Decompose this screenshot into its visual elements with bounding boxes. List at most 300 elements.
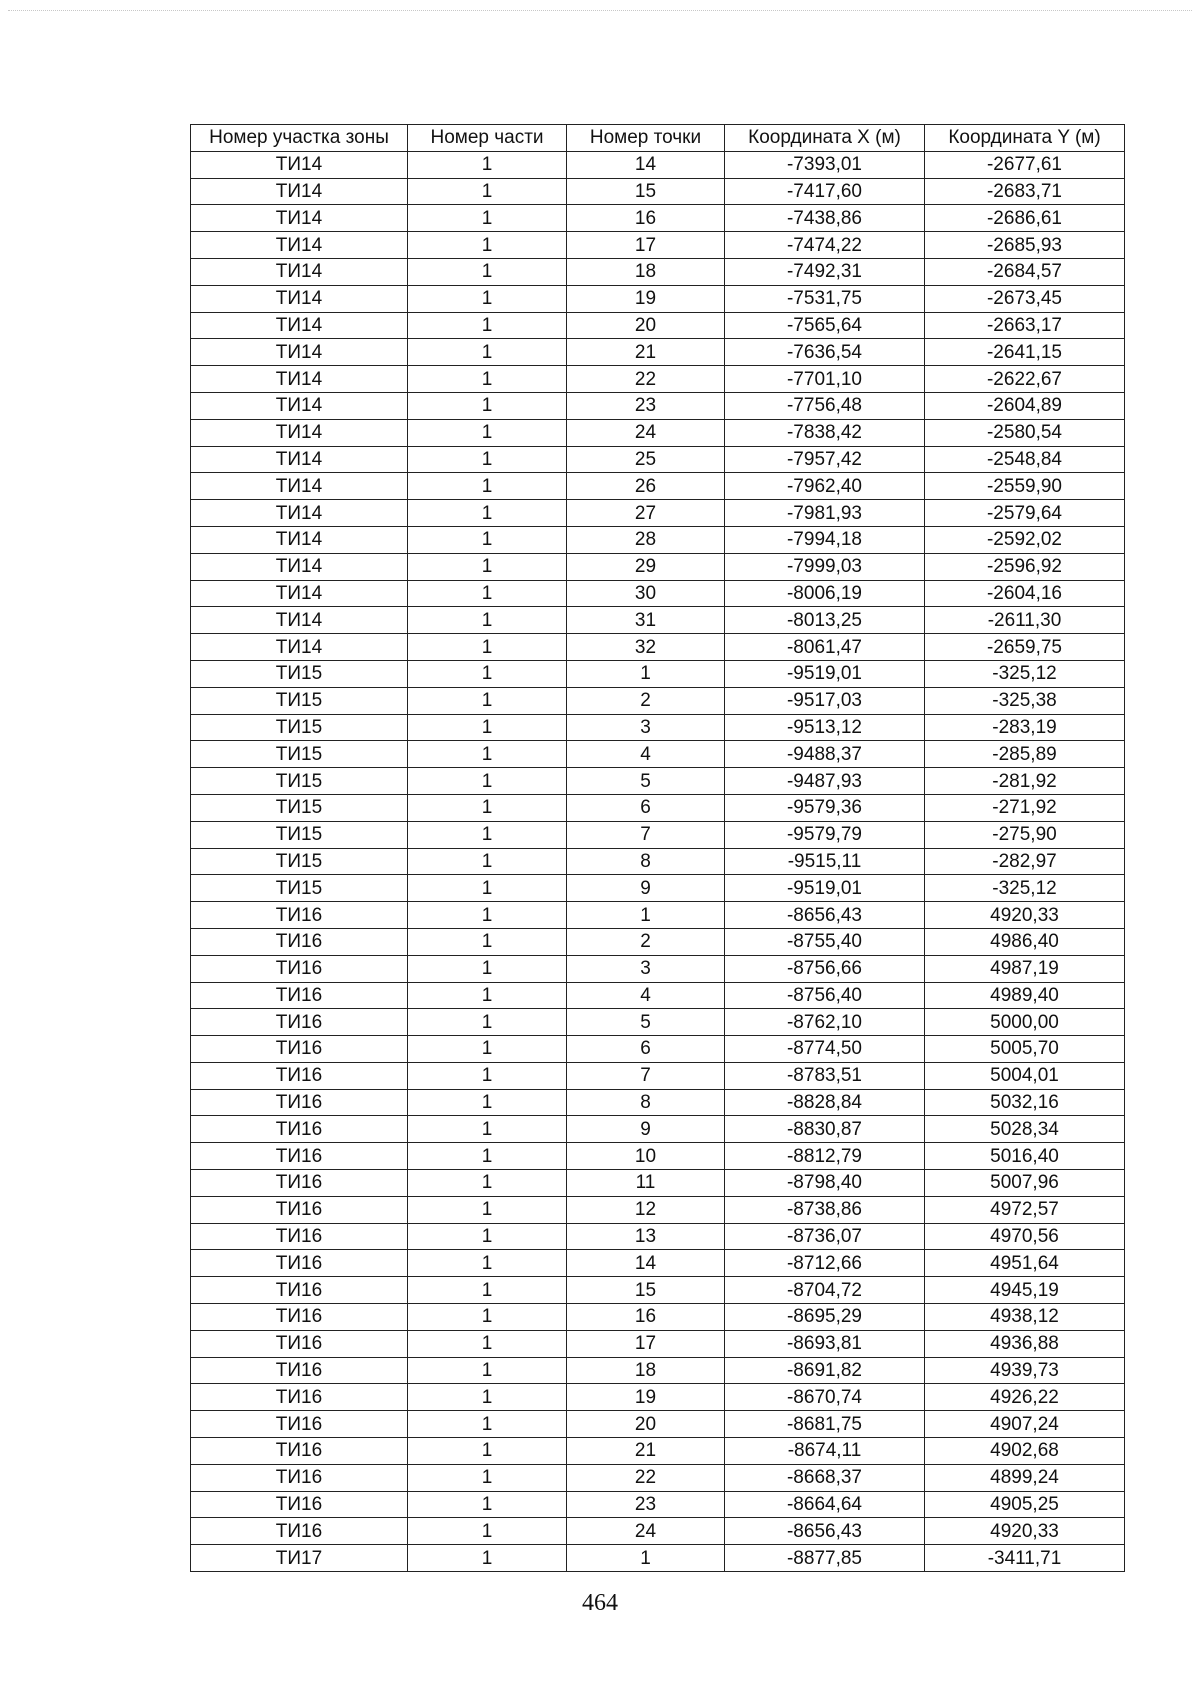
- cell-coord-x: -7393,01: [725, 151, 925, 178]
- table-row: [191, 1089, 1125, 1116]
- table-row: [191, 928, 1125, 955]
- header-point-number: Номер точки: [567, 125, 725, 152]
- table-row: [191, 1464, 1125, 1491]
- table-row: [191, 419, 1125, 446]
- cell-coord-x: -7962,40: [725, 473, 925, 500]
- table-row: [191, 1411, 1125, 1438]
- table-row: [191, 312, 1125, 339]
- cell-part-number: 1: [408, 1250, 567, 1277]
- cell-coord-x: -8736,07: [725, 1223, 925, 1250]
- cell-point-number: 7: [567, 1062, 725, 1089]
- cell-part-number: 1: [408, 1357, 567, 1384]
- cell-part-number: 1: [408, 1170, 567, 1197]
- cell-part-number: 1: [408, 1330, 567, 1357]
- cell-part-number: 1: [408, 634, 567, 661]
- cell-point-number: 31: [567, 607, 725, 634]
- table-row: [191, 1036, 1125, 1063]
- cell-point-number: 14: [567, 151, 725, 178]
- cell-point-number: 2: [567, 928, 725, 955]
- cell-zone-section: ТИ16: [191, 1277, 408, 1304]
- table-row: [191, 1009, 1125, 1036]
- cell-part-number: 1: [408, 1277, 567, 1304]
- table-row: [191, 821, 1125, 848]
- cell-coord-y: 4970,56: [925, 1223, 1125, 1250]
- table-row: [191, 339, 1125, 366]
- table-row: [191, 607, 1125, 634]
- cell-zone-section: ТИ14: [191, 446, 408, 473]
- cell-coord-y: 4986,40: [925, 928, 1125, 955]
- header-part-number: Номер части: [408, 125, 567, 152]
- cell-coord-x: -8798,40: [725, 1170, 925, 1197]
- cell-zone-section: ТИ14: [191, 339, 408, 366]
- cell-coord-x: -8061,47: [725, 634, 925, 661]
- cell-coord-y: -3411,71: [925, 1545, 1125, 1572]
- page-number: 464: [582, 1590, 618, 1616]
- cell-zone-section: ТИ16: [191, 1089, 408, 1116]
- cell-coord-x: -8774,50: [725, 1036, 925, 1063]
- cell-coord-y: -2677,61: [925, 151, 1125, 178]
- header-coord-x: Координата X (м): [725, 125, 925, 152]
- cell-zone-section: ТИ14: [191, 634, 408, 661]
- cell-part-number: 1: [408, 982, 567, 1009]
- table-row: [191, 794, 1125, 821]
- cell-zone-section: ТИ15: [191, 714, 408, 741]
- cell-point-number: 13: [567, 1223, 725, 1250]
- cell-point-number: 16: [567, 205, 725, 232]
- cell-point-number: 24: [567, 1518, 725, 1545]
- cell-zone-section: ТИ16: [191, 1250, 408, 1277]
- cell-coord-x: -7981,93: [725, 500, 925, 527]
- cell-zone-section: ТИ16: [191, 1036, 408, 1063]
- cell-point-number: 5: [567, 768, 725, 795]
- cell-point-number: 20: [567, 312, 725, 339]
- cell-zone-section: ТИ15: [191, 687, 408, 714]
- cell-point-number: 26: [567, 473, 725, 500]
- table-row: [191, 1250, 1125, 1277]
- cell-part-number: 1: [408, 446, 567, 473]
- table-row: [191, 1223, 1125, 1250]
- cell-zone-section: ТИ16: [191, 1411, 408, 1438]
- cell-coord-x: -8812,79: [725, 1143, 925, 1170]
- table-row: [191, 553, 1125, 580]
- table-row: [191, 392, 1125, 419]
- cell-coord-y: -283,19: [925, 714, 1125, 741]
- cell-point-number: 19: [567, 1384, 725, 1411]
- cell-zone-section: ТИ16: [191, 1116, 408, 1143]
- cell-zone-section: ТИ16: [191, 1518, 408, 1545]
- cell-part-number: 1: [408, 366, 567, 393]
- table-row: [191, 634, 1125, 661]
- table-row: [191, 1304, 1125, 1331]
- cell-part-number: 1: [408, 768, 567, 795]
- cell-zone-section: ТИ16: [191, 1330, 408, 1357]
- cell-part-number: 1: [408, 607, 567, 634]
- cell-coord-x: -8762,10: [725, 1009, 925, 1036]
- cell-part-number: 1: [408, 741, 567, 768]
- cell-coord-y: -2641,15: [925, 339, 1125, 366]
- cell-zone-section: ТИ15: [191, 741, 408, 768]
- cell-coord-y: -2622,67: [925, 366, 1125, 393]
- cell-part-number: 1: [408, 151, 567, 178]
- cell-part-number: 1: [408, 1223, 567, 1250]
- cell-point-number: 21: [567, 339, 725, 366]
- table-row: [191, 1143, 1125, 1170]
- table-row: [191, 1062, 1125, 1089]
- cell-coord-y: -2580,54: [925, 419, 1125, 446]
- table-row: [191, 687, 1125, 714]
- cell-coord-x: -8674,11: [725, 1438, 925, 1465]
- cell-coord-x: -9515,11: [725, 848, 925, 875]
- cell-part-number: 1: [408, 312, 567, 339]
- cell-point-number: 21: [567, 1438, 725, 1465]
- cell-coord-y: 5028,34: [925, 1116, 1125, 1143]
- cell-zone-section: ТИ16: [191, 1143, 408, 1170]
- header-coord-y: Координата Y (м): [925, 125, 1125, 152]
- cell-coord-y: -2604,89: [925, 392, 1125, 419]
- cell-point-number: 9: [567, 1116, 725, 1143]
- cell-coord-x: -9579,79: [725, 821, 925, 848]
- cell-coord-y: -325,12: [925, 875, 1125, 902]
- cell-part-number: 1: [408, 794, 567, 821]
- cell-coord-y: -2659,75: [925, 634, 1125, 661]
- cell-part-number: 1: [408, 205, 567, 232]
- cell-zone-section: ТИ16: [191, 1304, 408, 1331]
- cell-coord-x: -9488,37: [725, 741, 925, 768]
- table-row: [191, 366, 1125, 393]
- cell-coord-x: -8756,40: [725, 982, 925, 1009]
- cell-coord-y: 4989,40: [925, 982, 1125, 1009]
- cell-point-number: 27: [567, 500, 725, 527]
- cell-zone-section: ТИ16: [191, 982, 408, 1009]
- cell-point-number: 3: [567, 955, 725, 982]
- cell-coord-y: -325,38: [925, 687, 1125, 714]
- cell-coord-y: 4951,64: [925, 1250, 1125, 1277]
- cell-point-number: 30: [567, 580, 725, 607]
- cell-coord-y: 5000,00: [925, 1009, 1125, 1036]
- cell-coord-y: 4936,88: [925, 1330, 1125, 1357]
- cell-coord-y: -275,90: [925, 821, 1125, 848]
- table-row: [191, 285, 1125, 312]
- cell-coord-x: -8013,25: [725, 607, 925, 634]
- cell-coord-y: 4920,33: [925, 1518, 1125, 1545]
- cell-zone-section: ТИ16: [191, 1223, 408, 1250]
- table-row: [191, 1438, 1125, 1465]
- cell-part-number: 1: [408, 1438, 567, 1465]
- cell-part-number: 1: [408, 1116, 567, 1143]
- cell-part-number: 1: [408, 660, 567, 687]
- table-row: [191, 1116, 1125, 1143]
- cell-zone-section: ТИ16: [191, 955, 408, 982]
- cell-coord-y: 4902,68: [925, 1438, 1125, 1465]
- cell-coord-x: -8738,86: [725, 1196, 925, 1223]
- cell-coord-x: -8693,81: [725, 1330, 925, 1357]
- table-row: [191, 660, 1125, 687]
- cell-coord-x: -8670,74: [725, 1384, 925, 1411]
- cell-zone-section: ТИ14: [191, 526, 408, 553]
- table-row: [191, 848, 1125, 875]
- cell-zone-section: ТИ14: [191, 607, 408, 634]
- cell-coord-y: 4987,19: [925, 955, 1125, 982]
- cell-point-number: 1: [567, 660, 725, 687]
- cell-zone-section: ТИ14: [191, 151, 408, 178]
- cell-point-number: 3: [567, 714, 725, 741]
- cell-point-number: 17: [567, 232, 725, 259]
- table-row: [191, 205, 1125, 232]
- cell-point-number: 6: [567, 794, 725, 821]
- table-row: [191, 1357, 1125, 1384]
- table-row: [191, 875, 1125, 902]
- table-row: [191, 178, 1125, 205]
- table-row: [191, 580, 1125, 607]
- cell-coord-x: -8006,19: [725, 580, 925, 607]
- cell-coord-x: -8668,37: [725, 1464, 925, 1491]
- table-row: [191, 741, 1125, 768]
- cell-coord-x: -8712,66: [725, 1250, 925, 1277]
- cell-coord-y: 5004,01: [925, 1062, 1125, 1089]
- cell-point-number: 16: [567, 1304, 725, 1331]
- cell-coord-x: -9487,93: [725, 768, 925, 795]
- table-row: [191, 473, 1125, 500]
- cell-zone-section: ТИ15: [191, 821, 408, 848]
- cell-coord-x: -7999,03: [725, 553, 925, 580]
- cell-coord-x: -9519,01: [725, 875, 925, 902]
- table-row: [191, 151, 1125, 178]
- cell-coord-x: -7438,86: [725, 205, 925, 232]
- cell-zone-section: ТИ14: [191, 232, 408, 259]
- cell-zone-section: ТИ16: [191, 1062, 408, 1089]
- cell-part-number: 1: [408, 500, 567, 527]
- cell-coord-x: -8695,29: [725, 1304, 925, 1331]
- cell-coord-x: -8830,87: [725, 1116, 925, 1143]
- cell-point-number: 8: [567, 848, 725, 875]
- table-row: [191, 982, 1125, 1009]
- cell-part-number: 1: [408, 1411, 567, 1438]
- cell-zone-section: ТИ14: [191, 312, 408, 339]
- cell-coord-x: -9517,03: [725, 687, 925, 714]
- cell-zone-section: ТИ16: [191, 1384, 408, 1411]
- cell-point-number: 25: [567, 446, 725, 473]
- table-row: [191, 955, 1125, 982]
- cell-coord-y: -2684,57: [925, 258, 1125, 285]
- cell-part-number: 1: [408, 553, 567, 580]
- cell-zone-section: ТИ14: [191, 178, 408, 205]
- cell-part-number: 1: [408, 902, 567, 929]
- cell-part-number: 1: [408, 580, 567, 607]
- cell-coord-y: -2604,16: [925, 580, 1125, 607]
- cell-coord-y: 4905,25: [925, 1491, 1125, 1518]
- cell-point-number: 8: [567, 1089, 725, 1116]
- cell-coord-y: -2663,17: [925, 312, 1125, 339]
- cell-coord-x: -9519,01: [725, 660, 925, 687]
- cell-coord-y: -2686,61: [925, 205, 1125, 232]
- cell-point-number: 23: [567, 1491, 725, 1518]
- cell-point-number: 1: [567, 902, 725, 929]
- cell-coord-x: -7474,22: [725, 232, 925, 259]
- cell-coord-x: -7417,60: [725, 178, 925, 205]
- cell-coord-x: -8828,84: [725, 1089, 925, 1116]
- cell-part-number: 1: [408, 1518, 567, 1545]
- cell-coord-y: -2559,90: [925, 473, 1125, 500]
- cell-coord-x: -7701,10: [725, 366, 925, 393]
- cell-part-number: 1: [408, 232, 567, 259]
- cell-zone-section: ТИ16: [191, 1009, 408, 1036]
- cell-part-number: 1: [408, 258, 567, 285]
- cell-point-number: 14: [567, 1250, 725, 1277]
- cell-point-number: 23: [567, 392, 725, 419]
- table-header: [191, 125, 1125, 152]
- cell-coord-y: -282,97: [925, 848, 1125, 875]
- cell-coord-y: 4945,19: [925, 1277, 1125, 1304]
- cell-coord-y: 4926,22: [925, 1384, 1125, 1411]
- cell-part-number: 1: [408, 1545, 567, 1572]
- cell-zone-section: ТИ14: [191, 285, 408, 312]
- cell-point-number: 28: [567, 526, 725, 553]
- cell-zone-section: ТИ14: [191, 258, 408, 285]
- cell-coord-x: -9579,36: [725, 794, 925, 821]
- cell-coord-x: -9513,12: [725, 714, 925, 741]
- cell-zone-section: ТИ14: [191, 392, 408, 419]
- cell-part-number: 1: [408, 928, 567, 955]
- cell-coord-x: -7994,18: [725, 526, 925, 553]
- cell-point-number: 15: [567, 1277, 725, 1304]
- cell-coord-y: 4938,12: [925, 1304, 1125, 1331]
- cell-point-number: 1: [567, 1545, 725, 1572]
- cell-coord-y: -2685,93: [925, 232, 1125, 259]
- cell-coord-x: -7838,42: [725, 419, 925, 446]
- cell-zone-section: ТИ14: [191, 553, 408, 580]
- cell-coord-x: -8656,43: [725, 1518, 925, 1545]
- cell-point-number: 18: [567, 1357, 725, 1384]
- cell-part-number: 1: [408, 1384, 567, 1411]
- cell-coord-y: 5007,96: [925, 1170, 1125, 1197]
- cell-point-number: 4: [567, 741, 725, 768]
- cell-zone-section: ТИ14: [191, 419, 408, 446]
- cell-zone-section: ТИ15: [191, 848, 408, 875]
- cell-part-number: 1: [408, 1036, 567, 1063]
- cell-part-number: 1: [408, 714, 567, 741]
- cell-zone-section: ТИ14: [191, 473, 408, 500]
- cell-part-number: 1: [408, 1009, 567, 1036]
- cell-part-number: 1: [408, 1464, 567, 1491]
- cell-part-number: 1: [408, 1062, 567, 1089]
- cell-coord-y: 5005,70: [925, 1036, 1125, 1063]
- cell-zone-section: ТИ15: [191, 875, 408, 902]
- cell-zone-section: ТИ16: [191, 1357, 408, 1384]
- cell-coord-y: 4939,73: [925, 1357, 1125, 1384]
- scan-edge-line: [8, 10, 1192, 11]
- cell-zone-section: ТИ16: [191, 1464, 408, 1491]
- cell-coord-x: -8691,82: [725, 1357, 925, 1384]
- table-row: [191, 1196, 1125, 1223]
- table-row: [191, 446, 1125, 473]
- cell-coord-x: -8755,40: [725, 928, 925, 955]
- cell-zone-section: ТИ17: [191, 1545, 408, 1572]
- cell-coord-x: -8783,51: [725, 1062, 925, 1089]
- table-row: [191, 1277, 1125, 1304]
- cell-coord-x: -8656,43: [725, 902, 925, 929]
- coordinates-table: [190, 124, 1125, 1572]
- cell-part-number: 1: [408, 473, 567, 500]
- cell-coord-y: 4972,57: [925, 1196, 1125, 1223]
- cell-zone-section: ТИ16: [191, 1438, 408, 1465]
- cell-coord-y: -2592,02: [925, 526, 1125, 553]
- cell-point-number: 12: [567, 1196, 725, 1223]
- table-row: [191, 714, 1125, 741]
- cell-coord-x: -7756,48: [725, 392, 925, 419]
- cell-point-number: 24: [567, 419, 725, 446]
- cell-zone-section: ТИ14: [191, 580, 408, 607]
- cell-point-number: 22: [567, 1464, 725, 1491]
- cell-point-number: 4: [567, 982, 725, 1009]
- cell-coord-y: -2579,64: [925, 500, 1125, 527]
- cell-coord-y: -285,89: [925, 741, 1125, 768]
- cell-coord-x: -7957,42: [725, 446, 925, 473]
- cell-zone-section: ТИ16: [191, 928, 408, 955]
- table-row: [191, 1330, 1125, 1357]
- cell-coord-x: -7492,31: [725, 258, 925, 285]
- table-row: [191, 1384, 1125, 1411]
- cell-point-number: 6: [567, 1036, 725, 1063]
- cell-part-number: 1: [408, 1304, 567, 1331]
- table-row: [191, 258, 1125, 285]
- cell-coord-y: -2596,92: [925, 553, 1125, 580]
- cell-part-number: 1: [408, 875, 567, 902]
- cell-part-number: 1: [408, 955, 567, 982]
- table-row: [191, 1518, 1125, 1545]
- cell-coord-y: 4907,24: [925, 1411, 1125, 1438]
- cell-part-number: 1: [408, 1089, 567, 1116]
- table-row: [191, 232, 1125, 259]
- table-row: [191, 500, 1125, 527]
- cell-point-number: 22: [567, 366, 725, 393]
- cell-part-number: 1: [408, 687, 567, 714]
- table-row: [191, 526, 1125, 553]
- cell-part-number: 1: [408, 821, 567, 848]
- cell-point-number: 7: [567, 821, 725, 848]
- cell-coord-x: -7531,75: [725, 285, 925, 312]
- cell-coord-y: 4899,24: [925, 1464, 1125, 1491]
- table-row: [191, 1170, 1125, 1197]
- table-row: [191, 1545, 1125, 1572]
- cell-coord-x: -7565,64: [725, 312, 925, 339]
- cell-part-number: 1: [408, 178, 567, 205]
- cell-part-number: 1: [408, 1491, 567, 1518]
- cell-zone-section: ТИ16: [191, 1170, 408, 1197]
- cell-coord-x: -8704,72: [725, 1277, 925, 1304]
- cell-coord-x: -7636,54: [725, 339, 925, 366]
- table-body: [191, 151, 1125, 1571]
- cell-point-number: 15: [567, 178, 725, 205]
- cell-coord-y: -2611,30: [925, 607, 1125, 634]
- cell-coord-y: -271,92: [925, 794, 1125, 821]
- cell-coord-x: -8756,66: [725, 955, 925, 982]
- cell-part-number: 1: [408, 392, 567, 419]
- cell-coord-x: -8681,75: [725, 1411, 925, 1438]
- cell-point-number: 17: [567, 1330, 725, 1357]
- table-row: [191, 902, 1125, 929]
- table-row: [191, 768, 1125, 795]
- cell-zone-section: ТИ14: [191, 205, 408, 232]
- cell-point-number: 32: [567, 634, 725, 661]
- cell-zone-section: ТИ14: [191, 500, 408, 527]
- cell-coord-y: -2683,71: [925, 178, 1125, 205]
- cell-point-number: 5: [567, 1009, 725, 1036]
- cell-coord-y: 5016,40: [925, 1143, 1125, 1170]
- cell-zone-section: ТИ14: [191, 366, 408, 393]
- cell-point-number: 9: [567, 875, 725, 902]
- cell-coord-x: -8877,85: [725, 1545, 925, 1572]
- cell-part-number: 1: [408, 1143, 567, 1170]
